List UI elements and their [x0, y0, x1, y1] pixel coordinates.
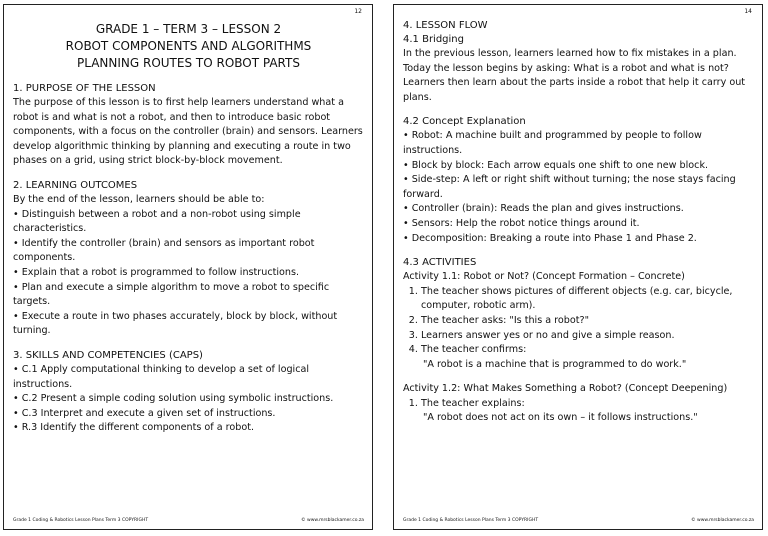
list-item: • Robot: A machine built and programmed by people to follow instructions.	[403, 130, 702, 156]
list-item: • Block by block: Each arrow equals one shift to one new block.	[403, 159, 709, 171]
section-heading: 4. LESSON FLOW	[403, 20, 488, 31]
page-number: 12	[354, 8, 362, 15]
section-paragraph: The purpose of this lesson is to first help learners understand what a robot is and what is not a robot, and then to introduce basic robot components, with a focus on the controller (brain) and sensors. Learners develop algorithmic thinking by planning and executing a route in two phases on a grid, using strict block-by-block movement.	[13, 97, 363, 167]
footer-copyright: Grade 1 Coding & Robotics Lesson Plans Term 3 COPYRIGHT	[403, 518, 539, 523]
section-paragraph: In the previous lesson, learners learned how to fix mistakes in a plan. Today the lesson begins by asking: What is a robot and what is not? Learners then learn about the parts inside a robot that help it carry out plans.	[403, 48, 746, 103]
lesson-title	[13, 21, 364, 72]
list-item: • Explain that a robot is programmed to follow instructions.	[13, 266, 300, 278]
page-content	[403, 19, 754, 426]
numbered-list	[403, 397, 754, 412]
list-item: 1. The teacher shows pictures of different objects (e.g. car, bicycle, computer, robotic arm).	[421, 285, 754, 314]
list-item: • Execute a route in two phases accurately, block by block, without turning.	[13, 310, 338, 337]
page-footer	[13, 518, 364, 523]
activity-heading: Activity 1.1: Robot or Not? (Concept Formation – Concrete)	[403, 271, 685, 283]
list-item: • Side-step: A left or right shift without turning; the nose stays facing forward.	[403, 174, 736, 200]
list-item: • Sensors: Help the robot notice things around it.	[403, 217, 640, 229]
footer-website: © www.mrsblackamer.co.za	[301, 518, 364, 523]
title-line: PLANNING ROUTES TO ROBOT PARTS	[77, 56, 300, 70]
document-page-left	[3, 4, 373, 530]
list-item: • R.3 Identify the different components of a robot.	[13, 422, 255, 434]
section-paragraph: By the end of the lesson, learners should be able to:	[13, 193, 265, 205]
list-item: • Identify the controller (brain) and sensors as important robot components.	[13, 237, 315, 264]
list-item: • Distinguish between a robot and a non-robot using simple characteristics.	[13, 208, 301, 235]
list-item: • C.1 Apply computational thinking to develop a set of logical instructions.	[13, 363, 310, 390]
footer-website: © www.mrsblackamer.co.za	[691, 518, 754, 523]
quote: "A robot is a machine that is programmed to do work."	[423, 358, 687, 370]
subsection-heading: 4.3 ACTIVITIES	[403, 257, 477, 269]
section-heading: 3. SKILLS AND COMPETENCIES (CAPS)	[13, 349, 203, 361]
list-item: • C.3 Interpret and execute a given set of instructions.	[13, 407, 276, 419]
subsection-heading: 4.1 Bridging	[403, 34, 464, 45]
list-item: • Controller (brain): Reads the plan and gives instructions.	[403, 203, 684, 215]
activity-heading: Activity 1.2: What Makes Something a Robot? (Concept Deepening)	[403, 383, 728, 395]
footer-copyright: Grade 1 Coding & Robotics Lesson Plans Term 3 COPYRIGHT	[13, 518, 149, 523]
list-item: • C.2 Present a simple coding solution using symbolic instructions.	[13, 393, 334, 405]
quote: "A robot does not act on its own – it follows instructions."	[423, 412, 698, 424]
subsection-heading: 4.2 Concept Explanation	[403, 116, 526, 128]
title-line: ROBOT COMPONENTS AND ALGORITHMS	[65, 39, 312, 53]
list-item: 1. The teacher explains:	[421, 397, 754, 412]
list-item: 3. Learners answer yes or no and give a simple reason.	[421, 329, 754, 344]
list-item: 2. The teacher asks: "Is this a robot?"	[421, 314, 754, 329]
document-page-right	[393, 4, 763, 530]
list-item: 4. The teacher confirms:	[421, 343, 754, 358]
list-item: • Decomposition: Breaking a route into Phase 1 and Phase 2.	[403, 232, 697, 244]
section-heading: 1. PURPOSE OF THE LESSON	[13, 83, 156, 94]
list-item: • Plan and execute a simple algorithm to move a robot to specific targets.	[13, 281, 330, 308]
page-content	[13, 21, 364, 436]
page-number: 14	[744, 8, 752, 15]
page-footer	[403, 518, 754, 523]
numbered-list	[403, 285, 754, 358]
title-line: GRADE 1 – TERM 3 – LESSON 2	[95, 22, 282, 36]
section-heading: 2. LEARNING OUTCOMES	[13, 179, 138, 191]
